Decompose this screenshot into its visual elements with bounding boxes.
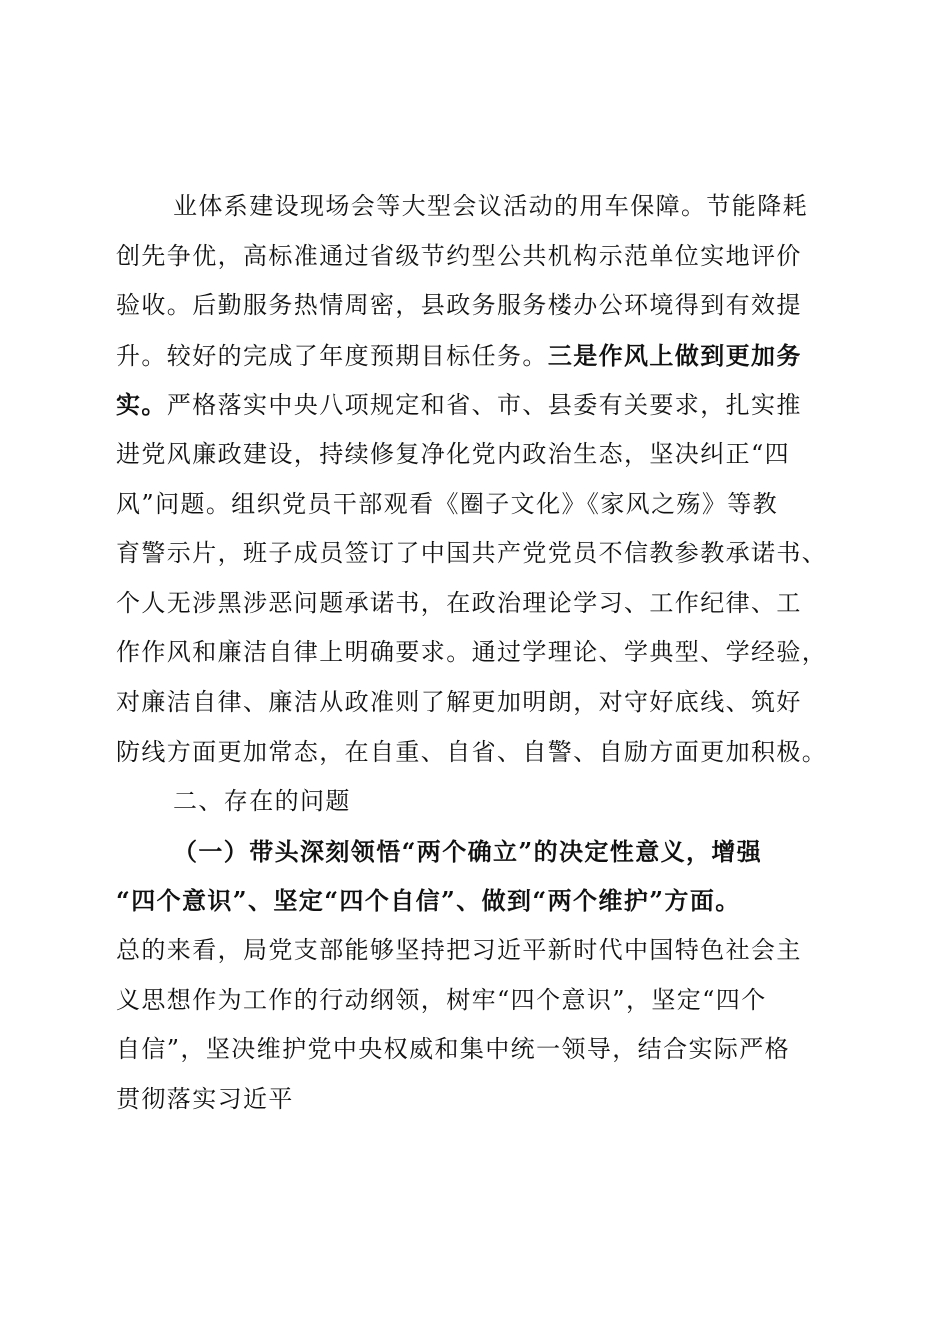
text-segment: 总的来看，局党支部能够坚持把习近平新时代中国特色社会主 <box>116 935 802 964</box>
text-line <box>116 480 836 530</box>
text-segment: 义思想作为工作的行动纲领，树牢“四个意识”，坚定“四个 <box>116 985 767 1014</box>
text-line <box>116 827 836 877</box>
bold-text-segment: 三是作风上做到更加务 <box>547 340 802 370</box>
document-body <box>116 182 836 1124</box>
text-line <box>116 976 836 1026</box>
text-segment: 进党风廉政建设，持续修复净化党内政治生态，坚决纠正“四 <box>116 439 791 468</box>
text-segment: 验收。后勤服务热情周密，县政务服务楼办公环境得到有效提 <box>116 291 802 320</box>
text-line <box>116 430 836 480</box>
text-segment: 创先争优，高标准通过省级节约型公共机构示范单位实地评价 <box>116 241 802 270</box>
text-line <box>116 380 836 430</box>
text-segment: 对廉洁自律、廉洁从政准则了解更加明朗，对守好底线、筑好 <box>116 687 802 716</box>
text-segment: 二、存在的问题 <box>173 787 351 816</box>
text-segment: 贯彻落实习近平 <box>116 1084 294 1113</box>
text-line <box>116 728 836 778</box>
text-line <box>116 777 836 827</box>
text-segment: 业体系建设现场会等大型会议活动的用车保障。节能降耗 <box>173 192 808 220</box>
text-segment: 作作风和廉洁自律上明确要求。通过学理论、学典型、学经验， <box>116 638 828 667</box>
text-line <box>116 529 836 579</box>
text-line <box>116 281 836 331</box>
text-segment: 育警示片，班子成员签订了中国共产党党员不信教参教承诺书、 <box>116 539 828 568</box>
text-segment: 防线方面更加常态，在自重、自省、自警、自励方面更加积极。 <box>116 737 828 766</box>
bold-text-segment: 实。 <box>116 390 167 420</box>
bold-text-segment: （一）带头深刻领悟“两个确立”的决定性意义，增强 <box>173 836 763 866</box>
text-line <box>116 182 836 232</box>
text-segment: 个人无涉黑涉恶问题承诺书，在政治理论学习、工作纪律、工 <box>116 588 802 617</box>
text-segment: 自信”，坚决维护党中央权威和集中统一领导，结合实际严格 <box>116 1035 791 1064</box>
text-line <box>116 628 836 678</box>
text-line <box>116 579 836 629</box>
text-line <box>116 331 836 381</box>
bold-text-segment: “四个意识”、坚定“四个自信”、做到“两个维护”方面。 <box>116 886 741 916</box>
text-line <box>116 1025 836 1075</box>
text-line <box>116 232 836 282</box>
text-segment: 升。较好的完成了年度预期目标任务。 <box>116 341 548 370</box>
text-line <box>116 926 836 976</box>
text-line <box>116 1075 836 1125</box>
text-segment: 风”问题。组织党员干部观看《圈子文化》《家风之殇》等教 <box>116 489 779 518</box>
text-segment: 严格落实中央八项规定和省、市、县委有关要求，扎实推 <box>166 391 802 420</box>
text-line <box>116 678 836 728</box>
text-line <box>116 876 836 926</box>
